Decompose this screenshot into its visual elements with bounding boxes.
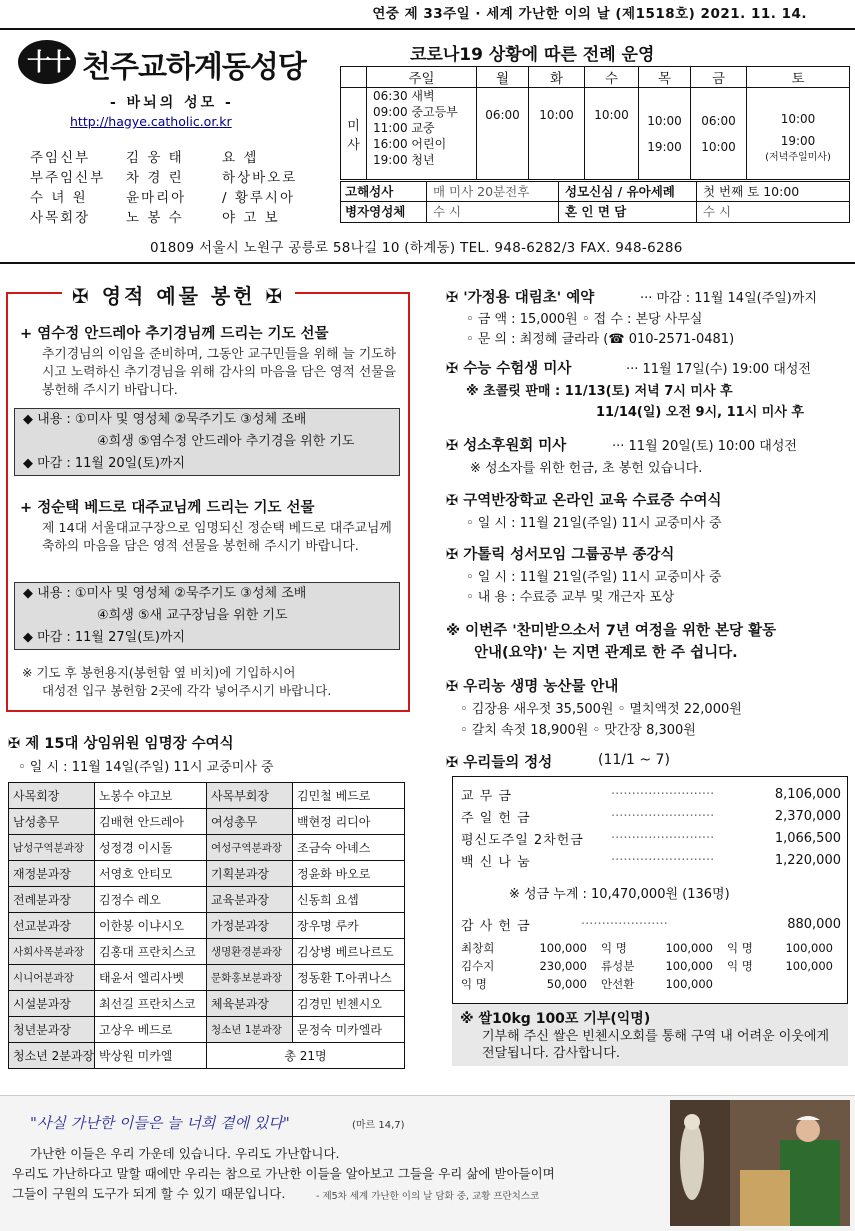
notice-line: ◦ 일 시 : 11월 21일(주일) 11시 교중미사 중 (466, 516, 722, 531)
notice-farm-products-title: ✠ 우리농 생명 농산물 안내 (446, 679, 619, 695)
offering-title: ✠ 우리들의 정성 (446, 755, 553, 771)
notice-exam-mass-title: ✠ 수능 수험생 미사 (446, 361, 572, 377)
offering-item (461, 849, 841, 871)
quote-line: 가난한 이들은 우리 가운데 있습니다. 우리도 가난합니다. (30, 1146, 340, 1161)
committee-row (9, 913, 405, 939)
offering-label: 교 무 금 (461, 788, 512, 804)
donor-name: 최창희 (461, 941, 495, 955)
committee-role: 사회사목분과장 (9, 939, 95, 965)
meeting-value: 수 시 (703, 204, 732, 219)
gift-section-1-title: + 염수정 안드레아 추기경님께 드리는 기도 선물 (20, 326, 329, 342)
staff-role: 주임신부 (30, 150, 91, 166)
staff-baptismal: 야 고 보 (222, 210, 280, 226)
committee-role: 여성총무 (207, 809, 293, 835)
day-header: 목 (639, 67, 691, 88)
offering-amount: 2,370,000 (774, 808, 841, 824)
staff-row (30, 166, 320, 186)
donor-name: 익 명 (727, 941, 753, 955)
committee-role: 선교분과장 (9, 913, 95, 939)
donor-name: 익 명 (461, 977, 487, 991)
donor-amount: 230,000 (539, 959, 587, 973)
notice-line: ※ 초콜릿 판매 : 11/13(토) 저녁 7시 미사 후 (466, 384, 733, 399)
quote-ref: (마르 14,7) (352, 1120, 405, 1131)
staff-baptismal: 요 셉 (222, 150, 259, 166)
gift-section-1-details (14, 408, 400, 476)
notice-leaders-school-title: ✠ 구역반장학교 온라인 교육 수료증 수여식 (446, 493, 722, 509)
committee-member: 김정수 레오 (95, 887, 207, 913)
committee-role: 남성총무 (9, 809, 95, 835)
donor-amount: 50,000 (546, 977, 587, 991)
leader-dots: ····················· (581, 916, 668, 932)
quote-line: 우리도 가난하다고 말할 때에만 우리는 참으로 가난한 이들을 알아보고 그들을 우리 삶에 받아들이며 (12, 1166, 555, 1181)
committee-row (9, 939, 405, 965)
offering-label: 평신도주일 2차헌금 (461, 832, 584, 848)
pope-photo (670, 1100, 850, 1226)
leader-dots: ························· (611, 786, 715, 802)
committee-role: 사목부회장 (207, 783, 293, 809)
committee-member: 박상원 미카엘 (95, 1043, 207, 1069)
offering-label: 주 일 헌 금 (461, 810, 531, 826)
gift-deadline: ◆ 마감 : 11월 27일(토)까지 (23, 630, 186, 645)
staff-role: 부주임신부 (30, 170, 106, 186)
staff-list (30, 146, 320, 226)
committee-role: 재정분과장 (9, 861, 95, 887)
staff-name: 차 경 린 (126, 170, 184, 186)
committee-role: 교육분과장 (207, 887, 293, 913)
thanks-offering-amount: 880,000 (787, 916, 841, 932)
issue-header: 연중 제 33주일 · 세계 가난한 이의 날 (제1518호) 2021. 11. 14. (0, 0, 855, 30)
notice-line: 11/14(일) 오전 9시, 11시 미사 후 (596, 405, 804, 420)
sunday-mass: 11:00 교중 (373, 121, 435, 135)
offering-label: 백 신 나 눔 (461, 854, 531, 870)
parish-address: 01809 서울시 노원구 공릉로 58나길 10 (하계동) TEL. 948-6282/3 FAX. 948-6286 (150, 240, 683, 256)
committee-row (9, 965, 405, 991)
gift-note: 대성전 입구 봉헌함 2곳에 각각 넣어주시기 바랍니다. (42, 683, 332, 698)
donor-name: 익 명 (601, 941, 627, 955)
committee-role: 시니어분과장 (9, 965, 95, 991)
staff-name: 김 웅 태 (126, 150, 184, 166)
marriage-label: 성모신심 / 유아세례 (559, 182, 697, 202)
staff-name: 노 봉 수 (126, 210, 184, 226)
fri-mass: 10:00 (701, 140, 736, 154)
mass-schedule-table (340, 66, 850, 180)
donor-name: 김수지 (461, 959, 495, 973)
offering-cumulative: ※ 성금 누계 : 10,470,000원 (136명) (509, 887, 730, 902)
committee-row (9, 783, 405, 809)
notice-laudato-si-title-2: 안내(요약)' 는 지면 관계로 한 주 쉽니다. (474, 645, 738, 661)
committee-role: 남성구역분과장 (9, 835, 95, 861)
staff-baptismal: / 황루시아 (222, 190, 296, 206)
sat-mass-note: (저녁주일미사) (765, 152, 831, 163)
notice-vocation-mass-time: ··· 11월 20일(토) 10:00 대성전 (612, 439, 797, 454)
sick-communion-value: 수 시 (427, 202, 559, 222)
notice-advent-candle-title: ✠ '가정용 대림초' 예약 (446, 290, 595, 306)
notice-line: ◦ 문 의 : 최정혜 글라라 (☎ 010-2571-0481) (466, 332, 735, 347)
parish-subtitle: - 바뇌의 성모 - (110, 95, 234, 111)
committee-role: 기획분과장 (207, 861, 293, 887)
committee-role: 생명환경분과장 (207, 939, 293, 965)
committee-member: 백현정 리디아 (293, 809, 405, 835)
thu-mass: 10:00 (647, 114, 682, 128)
gift-section-2-title: + 정순택 베드로 대주교님께 드리는 기도 선물 (20, 500, 315, 516)
leader-dots: ························· (611, 808, 715, 824)
meeting-label: 혼 인 면 담 (559, 202, 697, 222)
sat-mass: 10:00 (780, 112, 816, 126)
quote-headline: "사실 가난한 이들은 늘 너희 곁에 있다" (30, 1114, 290, 1132)
committee-member: 김홍대 프란치스코 (95, 939, 207, 965)
mon-mass: 06:00 (477, 88, 529, 180)
sunday-mass: 06:30 새벽 (373, 89, 435, 103)
offering-period: (11/1 ~ 7) (598, 752, 670, 768)
committee-role: 사목회장 (9, 783, 95, 809)
spiritual-gift-title: ✠ 영적 예물 봉헌 ✠ (62, 280, 295, 309)
committee-member: 문정숙 미카엘라 (293, 1017, 405, 1043)
committee-member: 김민철 베드로 (293, 783, 405, 809)
committee-row (9, 991, 405, 1017)
committee-member: 신동희 요셉 (293, 887, 405, 913)
notice-line: ◦ 갈치 속젓 18,900원 ◦ 맛간장 8,300원 (460, 723, 696, 738)
sunday-mass: 19:00 청년 (373, 153, 435, 167)
gift-section-2-body: 제 14대 서울대교구장으로 임명되신 정순택 베드로 대주교님께 축하의 마음을 담은 영적 선물을 봉헌해 주시기 바랍니다. (42, 521, 392, 554)
day-header: 화 (529, 67, 585, 88)
confession-value: 매 미사 20분전후 (427, 182, 559, 202)
wed-mass: 10:00 (585, 88, 639, 180)
rice-donation-title: ※ 쌀10kg 100포 기부(익명) (460, 1011, 651, 1027)
notice-laudato-si-title: ※ 이번주 '찬미받으소서 7년 여정을 위한 본당 활동 (446, 623, 777, 639)
thanks-row (461, 957, 841, 975)
committee-member: 김배현 안드레아 (95, 809, 207, 835)
committee-member: 서영호 안티모 (95, 861, 207, 887)
notice-line: ◦ 김장용 새우젓 35,500원 ◦ 멸치액젓 22,000원 (460, 702, 742, 717)
leader-dots: ························· (611, 852, 715, 868)
committee-row (9, 1017, 405, 1043)
offering-box (452, 776, 848, 1066)
donor-amount: 100,000 (665, 941, 713, 955)
gift-note: ※ 기도 후 봉헌용지(봉헌함 옆 비치)에 기입하시어 (22, 665, 296, 680)
thanks-offering-label: 감 사 헌 금 (461, 918, 531, 934)
committee-row (9, 835, 405, 861)
committee-row (9, 809, 405, 835)
committee-member: 태윤서 엘리사벳 (95, 965, 207, 991)
staff-row (30, 146, 320, 166)
notice-line: ◦ 금 액 : 15,000원 ◦ 접 수 : 본당 사무실 (466, 312, 703, 327)
notice-advent-candle-deadline: ··· 마감 : 11월 14일(주일)까지 (640, 291, 817, 306)
committee-table (8, 782, 405, 1069)
committee-role: 여성구역분과장 (207, 835, 293, 861)
mass-row-label: 미사 (341, 88, 367, 180)
donor-name: 류성분 (601, 959, 635, 973)
donor-amount: 100,000 (785, 941, 833, 955)
pope-illustration-icon (670, 1100, 850, 1226)
appointment-title: ✠ 제 15대 상임위원 임명장 수여식 (8, 736, 234, 752)
sunday-mass: 09:00 중고등부 (373, 105, 458, 119)
day-header: 수 (585, 67, 639, 88)
notice-exam-mass-time: ··· 11월 17일(수) 19:00 대성전 (626, 362, 811, 377)
thu-mass: 19:00 (647, 140, 682, 154)
thanks-row (461, 939, 841, 957)
day-header: 금 (691, 67, 747, 88)
fri-mass: 06:00 (701, 114, 736, 128)
staff-role: 사목회장 (30, 210, 91, 226)
gift-content-line: ◆ 내용 : ①미사 및 영성체 ②묵주기도 ③성체 조배 (23, 586, 307, 601)
gift-content-line: ◆ 내용 : ①미사 및 영성체 ②묵주기도 ③성체 조배 (23, 412, 307, 427)
committee-role: 청소년 2분과장 (9, 1043, 95, 1069)
staff-row (30, 206, 320, 226)
parish-name: 천주교하계동성당 (82, 50, 306, 85)
donor-amount: 100,000 (785, 959, 833, 973)
day-header: 월 (477, 67, 529, 88)
committee-role: 문화홍보분과장 (207, 965, 293, 991)
committee-role: 전례분과장 (9, 887, 95, 913)
rice-donation-box (452, 1003, 848, 1066)
committee-total: 총 21명 (207, 1043, 405, 1069)
committee-role: 청년분과장 (9, 1017, 95, 1043)
notice-bible-study-title: ✠ 가톨릭 성서모임 그룹공부 종강식 (446, 547, 675, 563)
offering-amount: 8,106,000 (774, 786, 841, 802)
offering-item (461, 783, 841, 805)
gift-deadline: ◆ 마감 : 11월 20일(토)까지 (23, 456, 186, 471)
staff-baptismal: 하상바오로 (222, 170, 298, 186)
committee-row (9, 861, 405, 887)
committee-role: 가정분과장 (207, 913, 293, 939)
offering-amount: 1,066,500 (774, 830, 841, 846)
committee-member: 조금숙 아녜스 (293, 835, 405, 861)
committee-role: 청소년 1분과장 (207, 1017, 293, 1043)
day-header: 토 (747, 67, 850, 88)
gift-section-1-body: 추기경님의 이임을 준비하며, 그동안 교구민들을 위해 늘 기도하시고 노력하신 추기경님을 위해 감사의 마음을 담은 영적 선물을 봉헌해 주시기 바랍니다. (42, 347, 396, 398)
cross-logo-icon: 十十十 (18, 40, 76, 84)
committee-role: 시설분과장 (9, 991, 95, 1017)
offering-item (461, 827, 841, 849)
committee-member: 성정경 이시돌 (95, 835, 207, 861)
staff-role: 수 녀 원 (30, 190, 88, 206)
committee-member: 정동환 T.아퀴나스 (293, 965, 405, 991)
staff-row (30, 186, 320, 206)
rice-donation-body: 기부해 주신 쌀은 빈첸시오회를 통해 구역 내 어려운 이웃에게 전달됩니다. 감사합니다. (482, 1029, 830, 1061)
donor-amount: 100,000 (665, 959, 713, 973)
blank-header-cell (341, 67, 367, 88)
committee-row (9, 887, 405, 913)
committee-member: 김상병 베르나르도 (293, 939, 405, 965)
donor-amount: 100,000 (539, 941, 587, 955)
donor-amount: 100,000 (665, 977, 713, 991)
mass-schedule-title: 코로나19 상황에 따른 전례 운영 (410, 45, 655, 65)
staff-name: 윤마리아 (126, 190, 187, 206)
donor-name: 안선환 (601, 977, 635, 991)
day-header: 주일 (367, 67, 477, 88)
sacrament-info (340, 181, 850, 223)
gift-content-line: ④희생 ⑤새 교구장님을 위한 기도 (97, 608, 288, 623)
notice-line: ◦ 내 용 : 수료증 교부 및 개근자 포상 (466, 590, 675, 605)
sunday-mass: 16:00 어린이 (373, 137, 447, 151)
offering-item (461, 805, 841, 827)
header-divider (0, 262, 855, 264)
notice-vocation-mass-title: ✠ 성소후원회 미사 (446, 438, 567, 454)
committee-member: 최선길 프란치스코 (95, 991, 207, 1017)
sick-communion-label: 병자영성체 (341, 202, 427, 222)
committee-member: 고상우 베드로 (95, 1017, 207, 1043)
tue-mass: 10:00 (529, 88, 585, 180)
notice-line: ◦ 일 시 : 11월 21일(주일) 11시 교중미사 중 (466, 570, 722, 585)
quote-line: 그들이 구원의 도구가 되게 할 수 있기 때문입니다. (12, 1186, 286, 1201)
confession-label: 고해성사 (341, 182, 427, 202)
committee-member: 노봉수 야고보 (95, 783, 207, 809)
quote-source: - 제5차 세계 가난한 이의 날 담화 중, 교황 프란치스코 (316, 1191, 540, 1202)
donor-name: 익 명 (727, 959, 753, 973)
parish-url-link[interactable]: http://hagye.catholic.or.kr (70, 114, 232, 129)
leader-dots: ························· (611, 830, 715, 846)
committee-role: 체육분과장 (207, 991, 293, 1017)
sat-mass: 19:00 (780, 134, 816, 148)
committee-member: 정윤화 바오로 (293, 861, 405, 887)
committee-member: 김경민 빈첸시오 (293, 991, 405, 1017)
committee-member: 이한봉 이냐시오 (95, 913, 207, 939)
gift-content-line: ④희생 ⑤염수정 안드레아 추기경을 위한 기도 (97, 434, 355, 449)
committee-member: 장우명 루카 (293, 913, 405, 939)
gift-section-2-details (14, 582, 400, 650)
thanks-row (461, 975, 841, 993)
notice-line: ※ 성소자를 위한 헌금, 초 봉헌 있습니다. (470, 461, 703, 476)
marriage-value: 첫 번째 토 10:00 (703, 183, 800, 199)
offering-amount: 1,220,000 (774, 852, 841, 868)
appointment-when: ◦ 일 시 : 11월 14일(주일) 11시 교중미사 중 (18, 760, 274, 775)
